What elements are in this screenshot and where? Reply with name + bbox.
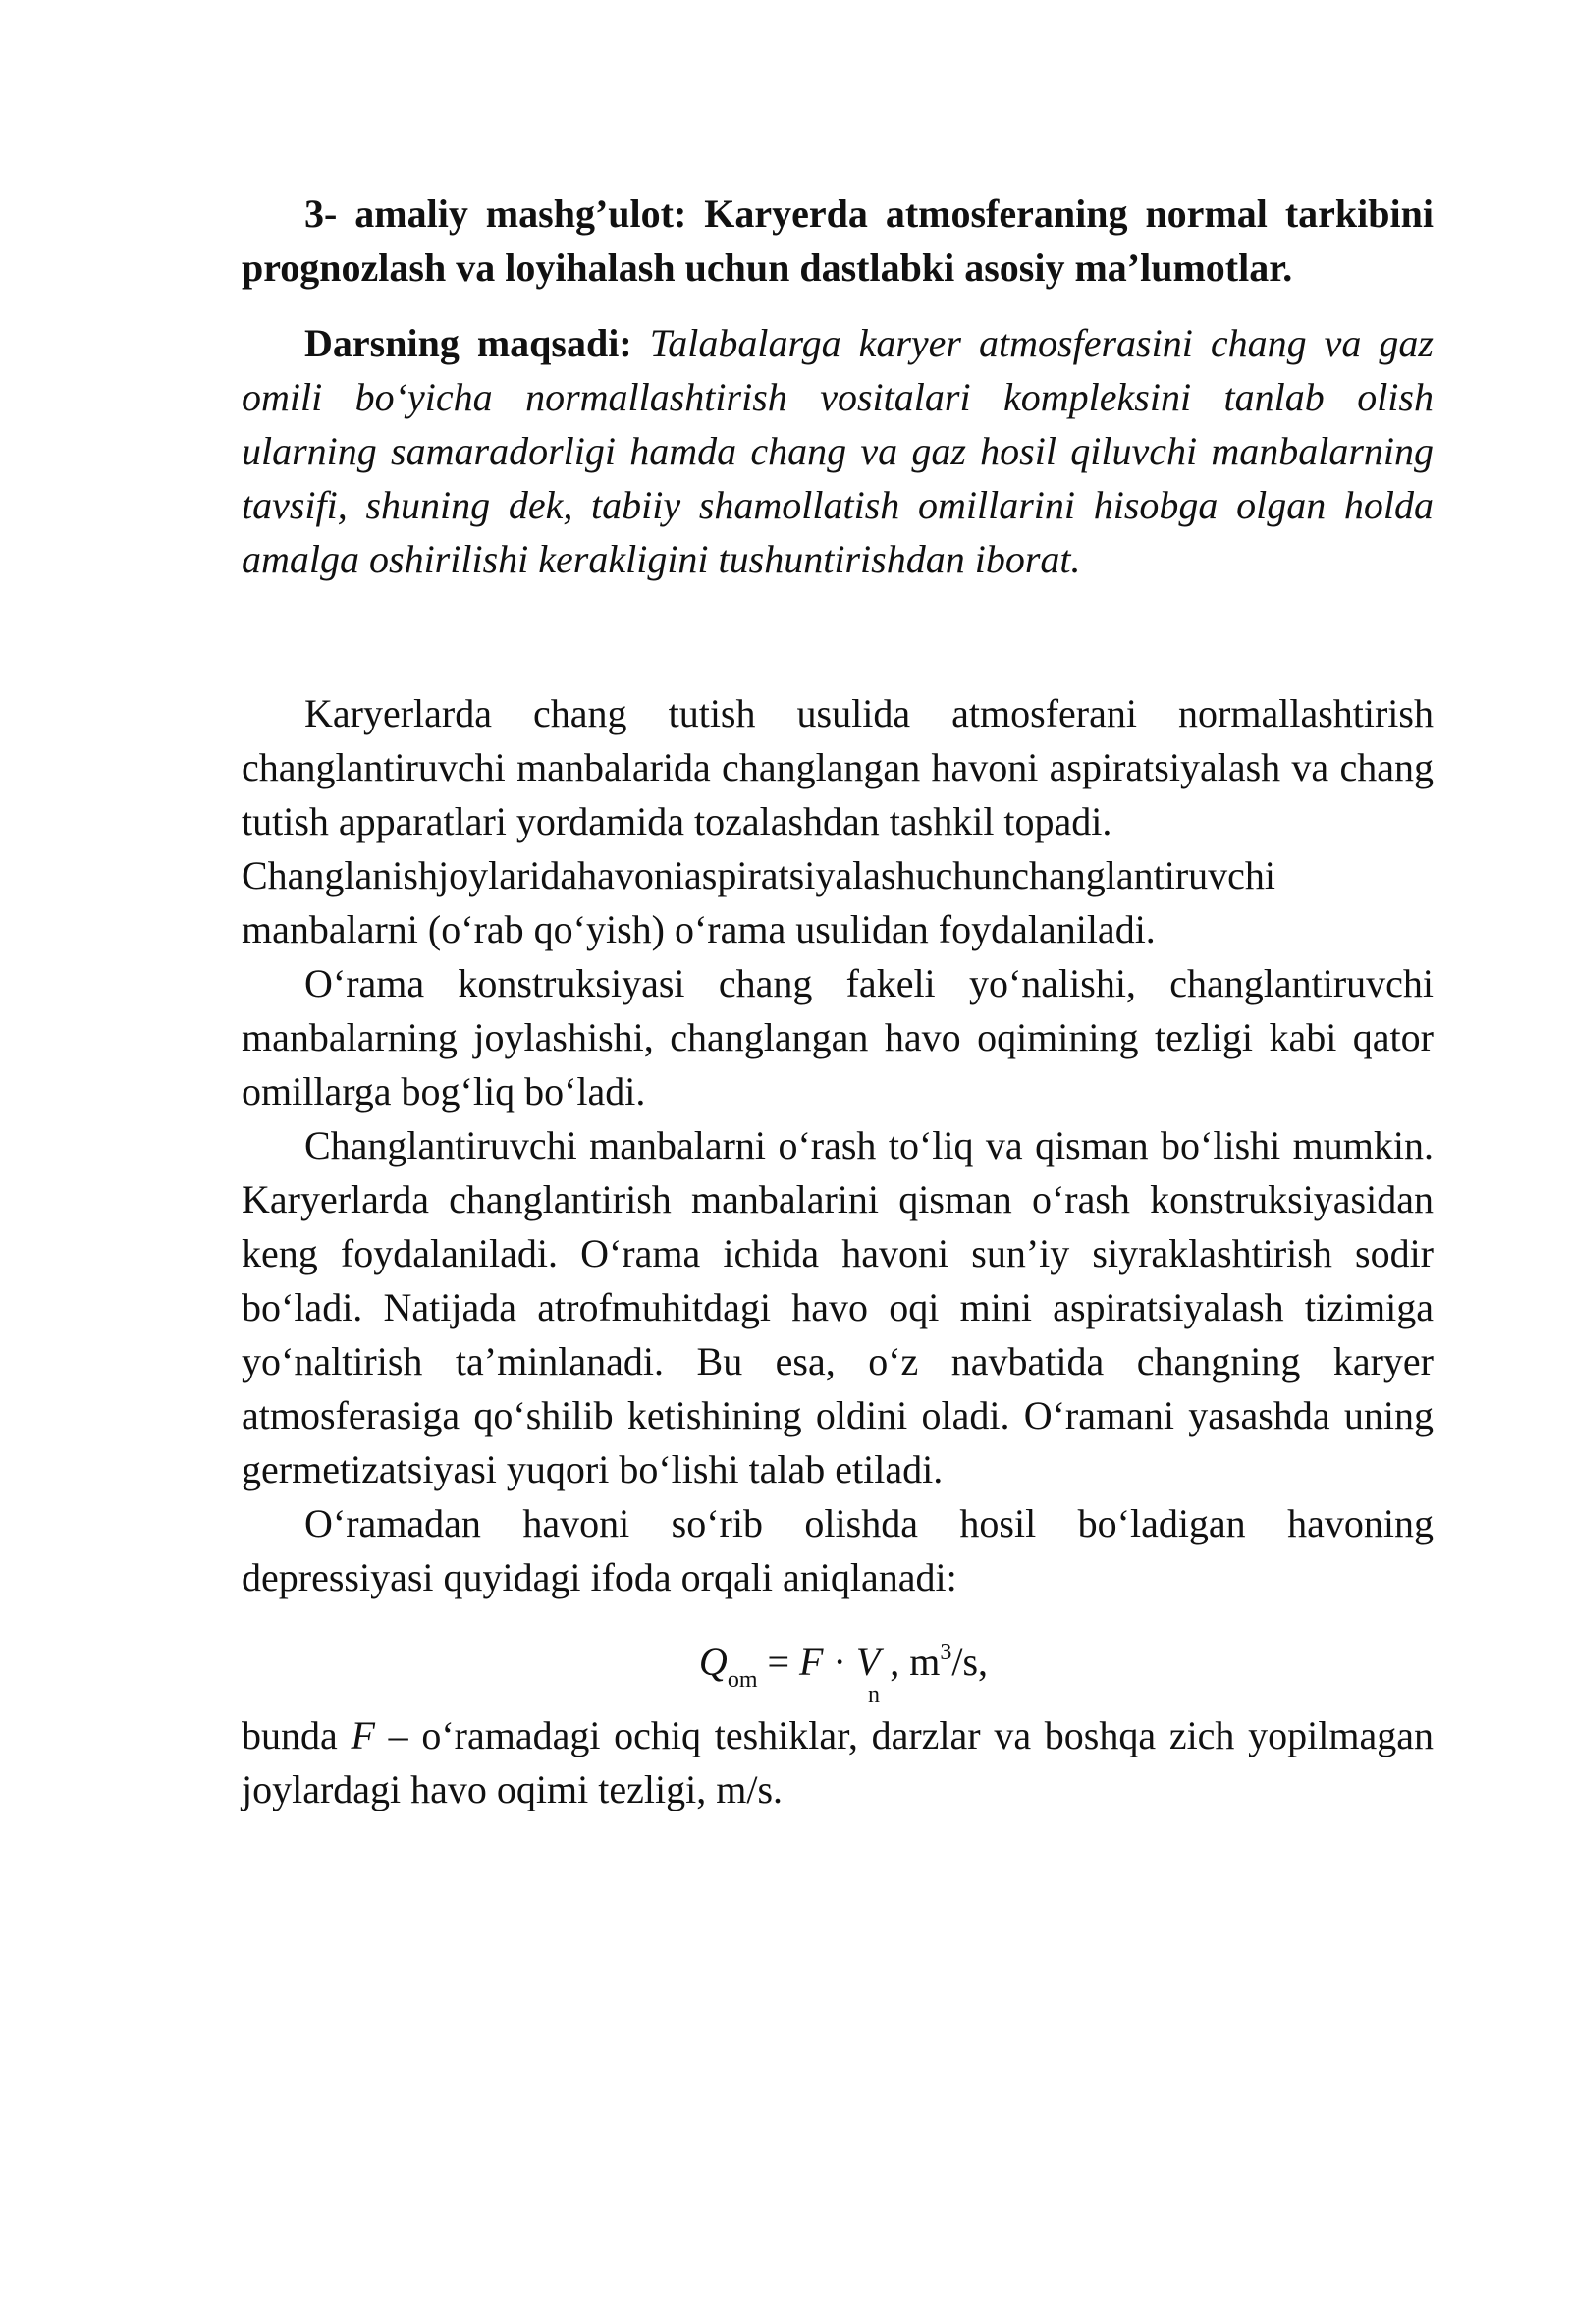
paragraph-2: O‘rama konstruksiyasi chang fakeli yo‘nalishi, changlantiruvchi manbalarning joylashishi, changlangan havo oqimining tezligi kabi qator omillarga bog‘liq bo‘ladi. xyxy=(242,961,1434,1113)
paragraph-4: O‘ramadan havoni so‘rib olishda hosil bo‘ladigan havoning depressiyasi quyidagi ifoda orqali aniqlanadi: xyxy=(242,1501,1434,1599)
formula xyxy=(242,1626,1434,1708)
formula-unit-superscript: 3 xyxy=(940,1640,952,1665)
paragraph-1-text: Karyerlarda chang tutish usulida atmosferani normallashtirish changlantiruvchi manbalarida changlangan havoni aspiratsiyalash va chang tutish apparatlari yordamida tozalashdan tashkil topadi. xyxy=(242,691,1434,843)
formula-explanation-prefix: bunda xyxy=(242,1713,352,1757)
formula-explanation-text: – o‘ramadagi ochiq teshiklar, darzlar va boshqa zich yopilmagan joylardagi havo oqimi tezligi, m/s. xyxy=(242,1713,1434,1811)
lesson-goal-label: Darsning maqsadi: xyxy=(304,321,632,365)
paragraph-1-line-4: Changlanishjoylaridahavoniaspiratsiyalashuchunchanglantiruvchi xyxy=(242,853,1276,897)
formula-q: Q xyxy=(698,1640,728,1684)
formula-dot: · xyxy=(823,1640,856,1684)
lesson-goal-text: Talabalarga karyer atmosferasini chang va gaz omili bo‘yicha normallashtirish vositalari kompleksini tanlab olish ularning samaradorligi hamda chang va gaz hosil qiluvchi manbalarning tavsifi, shuning dek, tabiiy shamollatish omillarini hisobga olgan holda amalga oshirilishi kerakligini tushuntirishdan iborat. xyxy=(242,321,1434,581)
paragraph-1-line-5: manbalarni (o‘rab qo‘yish) o‘rama usulidan foydalaniladi. xyxy=(242,907,1156,951)
formula-unit: , m xyxy=(880,1640,941,1684)
formula-v: V xyxy=(855,1640,881,1684)
formula-q-subscript: om xyxy=(727,1667,758,1693)
paragraph-3: Changlantiruvchi manbalarni o‘rash to‘liq va qisman bo‘lishi mumkin. Karyerlarda changlantirish manbalarini qisman o‘rash konstruksiyasidan keng foydalaniladi. O‘rama ichida havoni sun’iy siyraklashtirish sodir bo‘ladi. Natijada atrofmuhitdagi havo oqi mini aspiratsiyalash tizimiga yo‘naltirish ta’minlanadi. Bu esa, o‘z navbatida changning karyer atmosferasiga qo‘shilib ketishining oldini oladi. O‘ramani yasashda uning germetizatsiyasi yuqori bo‘lishi talab etiladi. xyxy=(242,1123,1434,1491)
formula-explanation xyxy=(242,1708,1434,1816)
formula-f: F xyxy=(799,1640,824,1684)
paragraph-1 xyxy=(242,686,1434,956)
document-page xyxy=(242,187,1434,1816)
page-title: 3- amaliy mashg’ulot: Karyerda atmosferaning normal tarkibini prognozlash va loyihalash uchun dastlabki asosiy ma’lumotlar. xyxy=(242,191,1434,290)
lesson-goal xyxy=(242,316,1434,586)
formula-unit-tail: /s, xyxy=(951,1640,989,1684)
formula-explanation-symbol: F xyxy=(351,1713,375,1757)
formula-v-subscript: n xyxy=(868,1682,880,1707)
formula-equals: = xyxy=(757,1640,800,1684)
document-body xyxy=(242,686,1434,1816)
